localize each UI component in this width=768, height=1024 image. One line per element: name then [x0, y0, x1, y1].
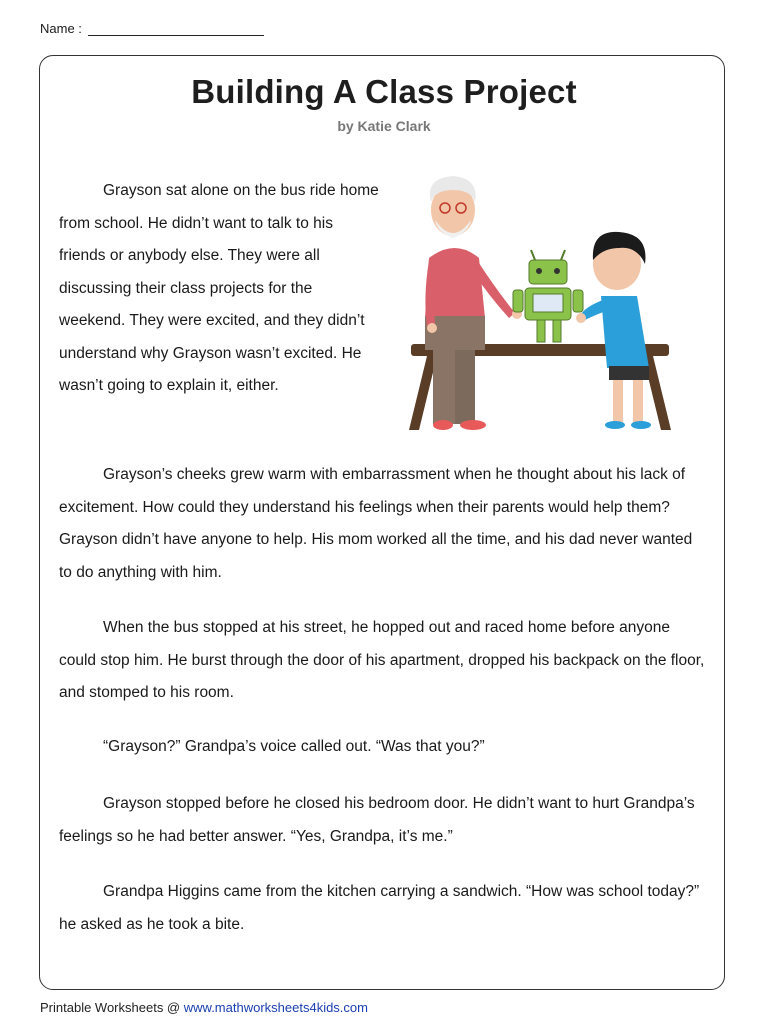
paragraph-3: When the bus stopped at his street, he hopped out and raced home before anyone could stop him. He burst through the door of his apartment, dropped his backpack on the floor, and stomped to his room. [59, 619, 705, 701]
paragraph-6: Grandpa Higgins came from the kitchen carrying a sandwich. “How was school today?” he asked as he took a bite. [59, 883, 700, 933]
name-field-row [40, 19, 264, 36]
paragraph-2: Grayson’s cheeks grew warm with embarrassment when he thought about his lack of excitement. How could they understand his feelings when their parents would help them? Grayson didn’t have anyone to help. His mom worked all the time, and his dad never wanted to do anything with him. [59, 466, 693, 581]
story-author: by Katie Clark [337, 118, 431, 134]
paragraph-1: Grayson sat alone on the bus ride home from school. He didn’t want to talk to his friends or anybody else. They were all discussing their class projects for the weekend. They were excited, and they didn’t understand why Grayson wasn’t excited. He wasn’t going to explain it, either. [59, 182, 379, 394]
table-leg-left [409, 356, 437, 430]
name-input-line[interactable] [88, 19, 264, 36]
robot-figure [513, 250, 583, 342]
grandpa-boy-robot-illustration [405, 168, 680, 433]
grandpa-figure [425, 176, 522, 430]
footer-link[interactable]: www.mathworksheets4kids.com [183, 1000, 368, 1015]
footer-label: Printable Worksheets @ [40, 1000, 181, 1015]
name-label: Name : [40, 21, 82, 36]
paragraph-4: “Grayson?” Grandpa’s voice called out. “Was that you?” [103, 738, 485, 755]
boy-figure [576, 232, 651, 429]
paragraph-5: Grayson stopped before he closed his bedroom door. He didn’t want to hurt Grandpa’s feelings so he had better answer. “Yes, Grandpa, it’s me.” [59, 795, 695, 845]
story-title: Building A Class Project [191, 73, 577, 110]
footer [40, 1000, 368, 1015]
